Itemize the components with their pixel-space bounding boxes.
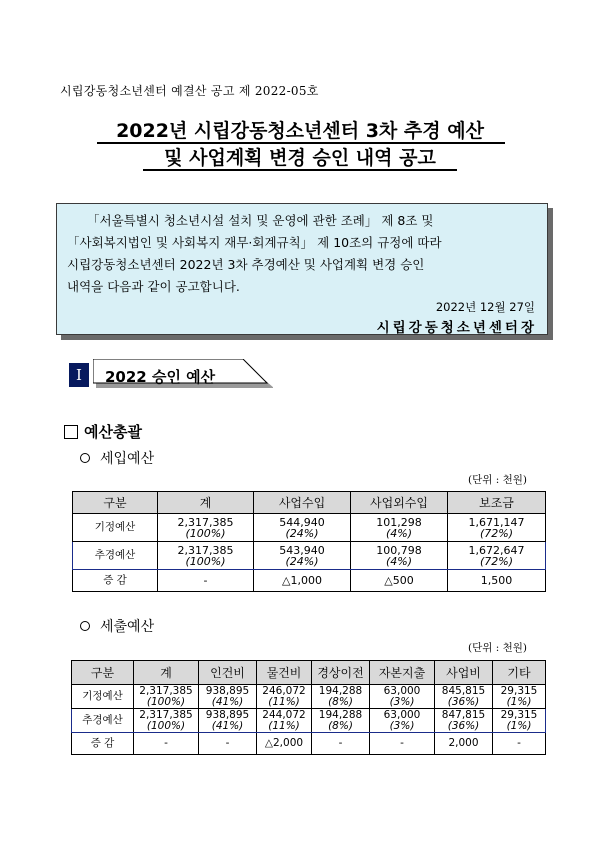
table-row — [73, 542, 546, 570]
column-header: 보조금 — [448, 492, 546, 514]
table-cell — [435, 685, 493, 709]
section-number-badge: I — [69, 363, 89, 387]
notice-box — [56, 203, 548, 335]
row-label: 기정예산 — [73, 514, 158, 542]
cell-value: 246,072 — [262, 684, 306, 697]
row-label: 증 감 — [73, 570, 158, 592]
cell-percent: (100%) — [146, 695, 186, 708]
table-cell — [254, 514, 351, 542]
notice-line: 「서울특별시 청소년시설 설치 및 운영에 관한 조례」 제 8조 및 — [87, 213, 434, 228]
notice-date: 2022년 12월 27일 — [435, 300, 535, 314]
table-cell: - — [134, 733, 199, 755]
table-cell — [370, 685, 435, 709]
section-title: 2022 승인 예산 — [105, 368, 216, 386]
cell-value: 194,288 — [318, 684, 363, 697]
document-number: 시립강동청소년센터 예결산 공고 제 2022-05호 — [60, 84, 319, 98]
table-cell: △1,000 — [254, 570, 351, 592]
cell-value: 244,072 — [262, 708, 306, 721]
row-label: 증 감 — [72, 733, 134, 755]
table-cell — [370, 709, 435, 733]
table-cell — [134, 685, 199, 709]
cell-value: 29,315 — [500, 708, 538, 721]
table-cell: 1,500 — [448, 570, 546, 592]
table-cell — [448, 514, 546, 542]
cell-percent: (4%) — [385, 554, 413, 568]
cell-value: 194,288 — [318, 708, 363, 721]
table-cell — [134, 709, 199, 733]
cell-percent: (4%) — [385, 526, 413, 540]
cell-percent: (36%) — [447, 719, 480, 732]
table-cell: - — [158, 570, 254, 592]
table-cell — [257, 709, 312, 733]
table-cell — [158, 514, 254, 542]
table-cell — [435, 709, 493, 733]
column-header: 사업수입 — [254, 492, 351, 514]
cell-value: 63,000 — [383, 684, 421, 697]
table-row — [73, 514, 546, 542]
cell-percent: (11%) — [268, 695, 300, 708]
cell-percent: (24%) — [285, 526, 319, 540]
table-cell — [254, 542, 351, 570]
table-row — [72, 709, 546, 733]
cell-percent: (8%) — [328, 695, 353, 708]
cell-percent: (24%) — [285, 554, 319, 568]
table-row — [72, 685, 546, 709]
column-header: 인건비 — [199, 661, 257, 685]
cell-value: 2,317,385 — [139, 684, 193, 697]
cell-value: 63,000 — [383, 708, 421, 721]
notice-signature: 시립강동청소년센터장 — [376, 320, 537, 336]
table-cell — [351, 514, 448, 542]
cell-percent: (72%) — [479, 526, 514, 540]
expenditure-title: 세출예산 — [100, 619, 155, 635]
table-cell: - — [312, 733, 370, 755]
cell-value: 1,672,647 — [468, 543, 525, 557]
cell-percent: (11%) — [268, 719, 300, 732]
notice-line: 시립강동청소년센터 2022년 3차 추경예산 및 사업계획 변경 승인 — [67, 257, 425, 272]
table-cell: 2,000 — [435, 733, 493, 755]
page-title-line2: 및 사업계획 변경 승인 내역 공고 — [164, 147, 436, 169]
table-header-row — [73, 492, 546, 514]
summary-title: 예산총괄 — [84, 423, 142, 441]
cell-percent: (100%) — [146, 719, 186, 732]
cell-value: 29,315 — [500, 684, 538, 697]
cell-value: 1,671,147 — [468, 515, 525, 529]
table-header-row — [72, 661, 546, 685]
title-underline-2 — [143, 169, 457, 171]
cell-percent: (1%) — [506, 695, 532, 708]
table-cell — [199, 709, 257, 733]
cell-value: 2,317,385 — [177, 543, 234, 557]
column-header: 기타 — [493, 661, 546, 685]
table-cell — [257, 685, 312, 709]
revenue-table — [72, 491, 546, 592]
column-header: 구분 — [72, 661, 134, 685]
table-cell — [158, 542, 254, 570]
revenue-title: 세입예산 — [100, 451, 155, 467]
column-header: 경상이전 — [312, 661, 370, 685]
table-cell: - — [370, 733, 435, 755]
cell-percent: (36%) — [447, 695, 480, 708]
column-header: 구분 — [73, 492, 158, 514]
cell-value: 2,317,385 — [139, 708, 193, 721]
table-cell — [351, 542, 448, 570]
column-header: 계 — [134, 661, 199, 685]
cell-value: 845,815 — [441, 684, 486, 697]
column-header: 물건비 — [257, 661, 312, 685]
table-cell — [493, 709, 546, 733]
cell-value: 543,940 — [279, 543, 325, 557]
cell-percent: (3%) — [389, 695, 415, 708]
cell-percent: (41%) — [211, 719, 244, 732]
table-row — [72, 733, 546, 755]
cell-percent: (1%) — [506, 719, 532, 732]
checkbox-icon — [64, 425, 78, 439]
cell-value: 100,798 — [376, 543, 422, 557]
table-cell: △2,000 — [257, 733, 312, 755]
cell-value: 847,815 — [441, 708, 486, 721]
table-cell: - — [493, 733, 546, 755]
notice-body — [67, 210, 539, 298]
column-header: 사업외수입 — [351, 492, 448, 514]
notice-line: 내역을 다음과 같이 공고합니다. — [67, 279, 240, 294]
revenue-unit: (단위 : 천원) — [468, 474, 527, 486]
circle-bullet-icon — [80, 621, 90, 631]
notice-line: 「사회복지법인 및 사회복지 재무·회계규칙」 제 10조의 규정에 따라 — [67, 235, 442, 250]
cell-percent: (8%) — [328, 719, 353, 732]
column-header: 자본지출 — [370, 661, 435, 685]
table-cell — [493, 685, 546, 709]
cell-percent: (100%) — [185, 526, 226, 540]
cell-value: 2,317,385 — [177, 515, 234, 529]
table-row — [73, 570, 546, 592]
row-label: 추경예산 — [73, 542, 158, 570]
cell-percent: (3%) — [389, 719, 415, 732]
cell-value: 938,895 — [205, 684, 250, 697]
cell-value: 544,940 — [279, 515, 325, 529]
page-title-line1: 2022년 시립강동청소년센터 3차 추경 예산 — [116, 120, 484, 142]
row-label: 기정예산 — [72, 685, 134, 709]
table-cell — [312, 685, 370, 709]
table-cell: - — [199, 733, 257, 755]
column-header: 계 — [158, 492, 254, 514]
expenditure-table — [71, 660, 546, 755]
column-header: 사업비 — [435, 661, 493, 685]
expenditure-unit: (단위 : 천원) — [468, 642, 527, 654]
cell-value: 101,298 — [376, 515, 422, 529]
circle-bullet-icon — [80, 453, 90, 463]
cell-percent: (41%) — [211, 695, 244, 708]
cell-percent: (72%) — [479, 554, 514, 568]
cell-percent: (100%) — [185, 554, 226, 568]
row-label: 추경예산 — [72, 709, 134, 733]
table-cell — [448, 542, 546, 570]
table-cell: △500 — [351, 570, 448, 592]
cell-value: 938,895 — [205, 708, 250, 721]
table-cell — [199, 685, 257, 709]
table-cell — [312, 709, 370, 733]
